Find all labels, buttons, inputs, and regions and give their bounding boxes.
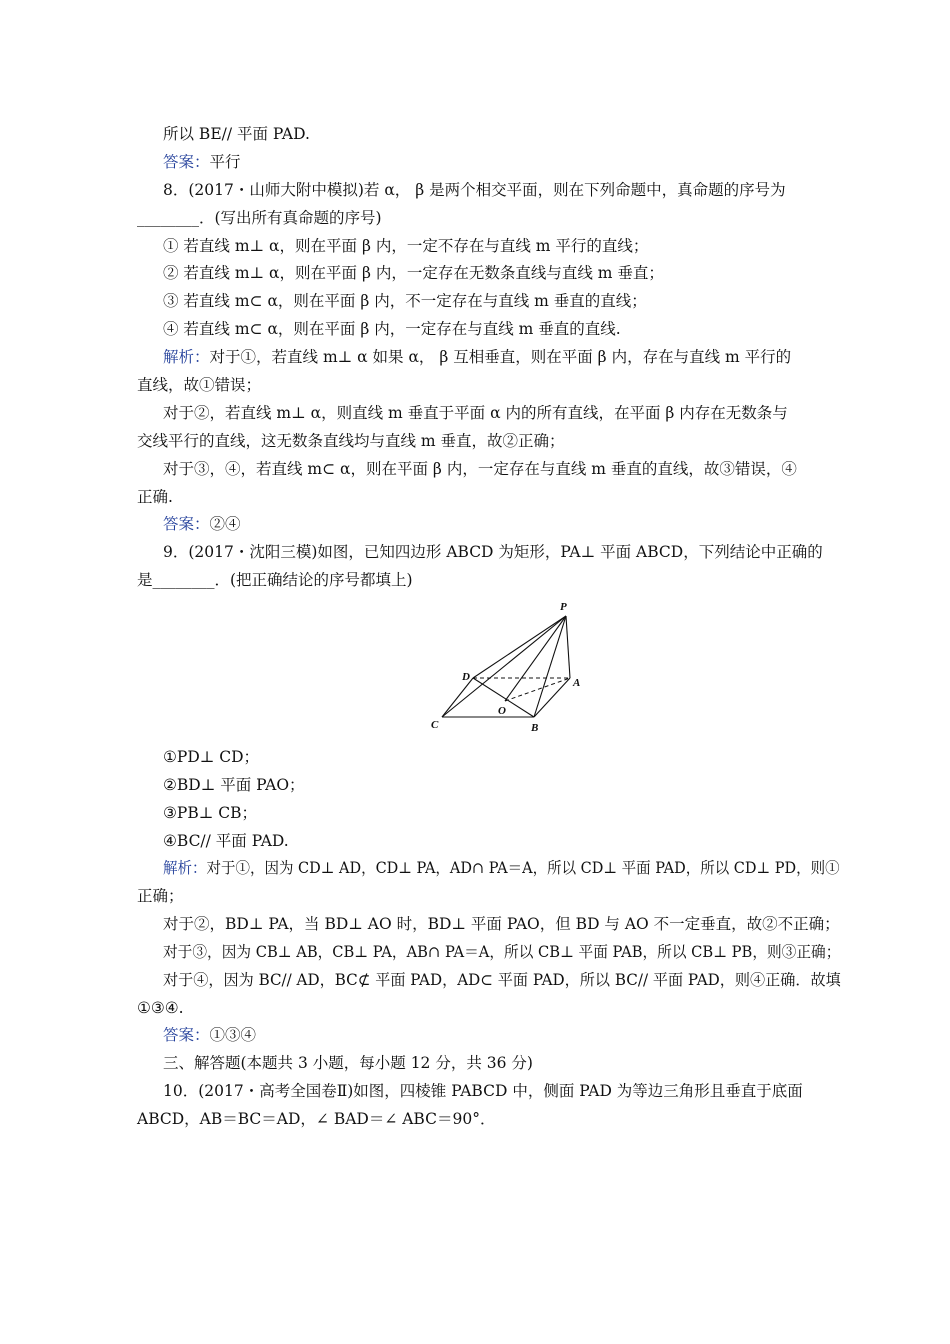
solution-8-line: 对于③，④，若直线 m⊂ α，则在平面 β 内，一定存在与直线 m 垂直的直线，故③错误，④ [163, 460, 797, 478]
question-9-option: ①PD⊥ CD； [163, 748, 260, 766]
solution-9-line: 正确； [137, 887, 184, 905]
solution-9-line: ①③④. [137, 999, 184, 1017]
edge-CD [442, 678, 473, 717]
question-9-option: ②BD⊥ 平面 PAO； [163, 776, 305, 794]
vertex-label-D: D [462, 671, 470, 683]
solution-8-line: 交线平行的直线，这无数条直线均与直线 m 垂直，故②正确； [137, 432, 565, 450]
vertex-label-O: O [498, 705, 506, 717]
vertex-label-P: P [560, 601, 567, 613]
answer-label: 答案： [163, 515, 210, 533]
solution-8-line: 直线，故①错误； [137, 376, 262, 394]
vertex-label-C: C [431, 719, 439, 731]
question-8-line: 8．(2017・山师大附中模拟)若 α， β 是两个相交平面，则在下列命题中，真命题的序号为 [163, 181, 786, 199]
edge-OA-dashed [505, 678, 570, 701]
edge-PA [566, 616, 570, 678]
section-heading: 三、解答题(本题共 3 小题，每小题 12 分，共 36 分) [163, 1054, 533, 1072]
answer-label: 答案： [163, 1026, 210, 1044]
question-8-option: ③ 若直线 m⊂ α，则在平面 β 内，不一定存在与直线 m 垂直的直线； [163, 292, 647, 310]
solution-9-line: 对于②，BD⊥ PA，当 BD⊥ AO 时，BD⊥ 平面 PAO，但 BD 与 AO 不一定垂直，故②不正确； [163, 915, 840, 933]
solution-9-line: 对于③，因为 CB⊥ AB，CB⊥ PA，AB∩ PA＝A，所以 CB⊥ 平面 PAB，所以 CB⊥ PB，则③正确； [163, 943, 841, 961]
pyramid-figure [420, 598, 595, 736]
vertex-label-B: B [531, 722, 539, 734]
answer-line [163, 1025, 256, 1045]
answer-line [163, 514, 241, 534]
solution-text: 对于①，因为 CD⊥ AD，CD⊥ PA，AD∩ PA＝A，所以 CD⊥ 平面 PAD，所以 CD⊥ PD，则① [206, 859, 840, 877]
question-9-option: ④BC// 平面 PAD. [163, 832, 289, 850]
solution-label: 解析： [163, 348, 210, 366]
question-8-option: ① 若直线 m⊥ α，则在平面 β 内，一定不存在与直线 m 平行的直线； [163, 237, 649, 255]
text-line: 所以 BE// 平面 PAD. [163, 125, 310, 143]
solution-text: 对于①，若直线 m⊥ α 如果 α， β 互相垂直，则在平面 β 内，存在与直线 m 平行的 [209, 348, 792, 366]
answer-label: 答案： [163, 153, 210, 171]
edge-PB [534, 616, 566, 717]
solution-label: 解析： [163, 859, 207, 877]
solution-9-line: 对于④，因为 BC// AD，BC⊄ 平面 PAD，AD⊂ 平面 PAD，所以 BC// 平面 PAD，则④正确．故填 [163, 971, 841, 989]
vertex-label-A: A [573, 677, 581, 689]
question-8-option: ② 若直线 m⊥ α，则在平面 β 内，一定存在无数条直线与直线 m 垂直； [163, 264, 664, 282]
answer-line [163, 152, 241, 172]
edge-PD [473, 616, 566, 678]
question-10-line: ABCD，AB＝BC＝AD，∠ BAD＝∠ ABC＝90°． [137, 1110, 496, 1128]
question-8-line: ________．(写出所有真命题的序号) [137, 209, 382, 227]
question-9-option: ③PB⊥ CB； [163, 804, 257, 822]
solution-8-line: 对于②，若直线 m⊥ α，则直线 m 垂直于平面 α 内的所有直线，在平面 β 内存在无数条与 [163, 404, 788, 422]
question-8-option: ④ 若直线 m⊂ α，则在平面 β 内，一定存在与直线 m 垂直的直线. [163, 320, 621, 338]
solution-8-line [163, 347, 791, 367]
answer-text: ②④ [209, 515, 241, 533]
solution-8-line: 正确. [137, 488, 173, 506]
answer-text: ①③④ [209, 1026, 257, 1044]
question-9-line: 9．(2017・沈阳三模)如图，已知四边形 ABCD 为矩形，PA⊥ 平面 ABCD，下列结论中正确的 [163, 543, 823, 561]
answer-text: 平行 [209, 153, 241, 171]
solution-9-line [163, 858, 840, 878]
question-10-line: 10．(2017・高考全国卷Ⅱ)如图，四棱锥 PABCD 中，侧面 PAD 为等边三角形且垂直于底面 [163, 1082, 803, 1100]
question-9-line: 是________．(把正确结论的序号都填上) [137, 571, 413, 589]
